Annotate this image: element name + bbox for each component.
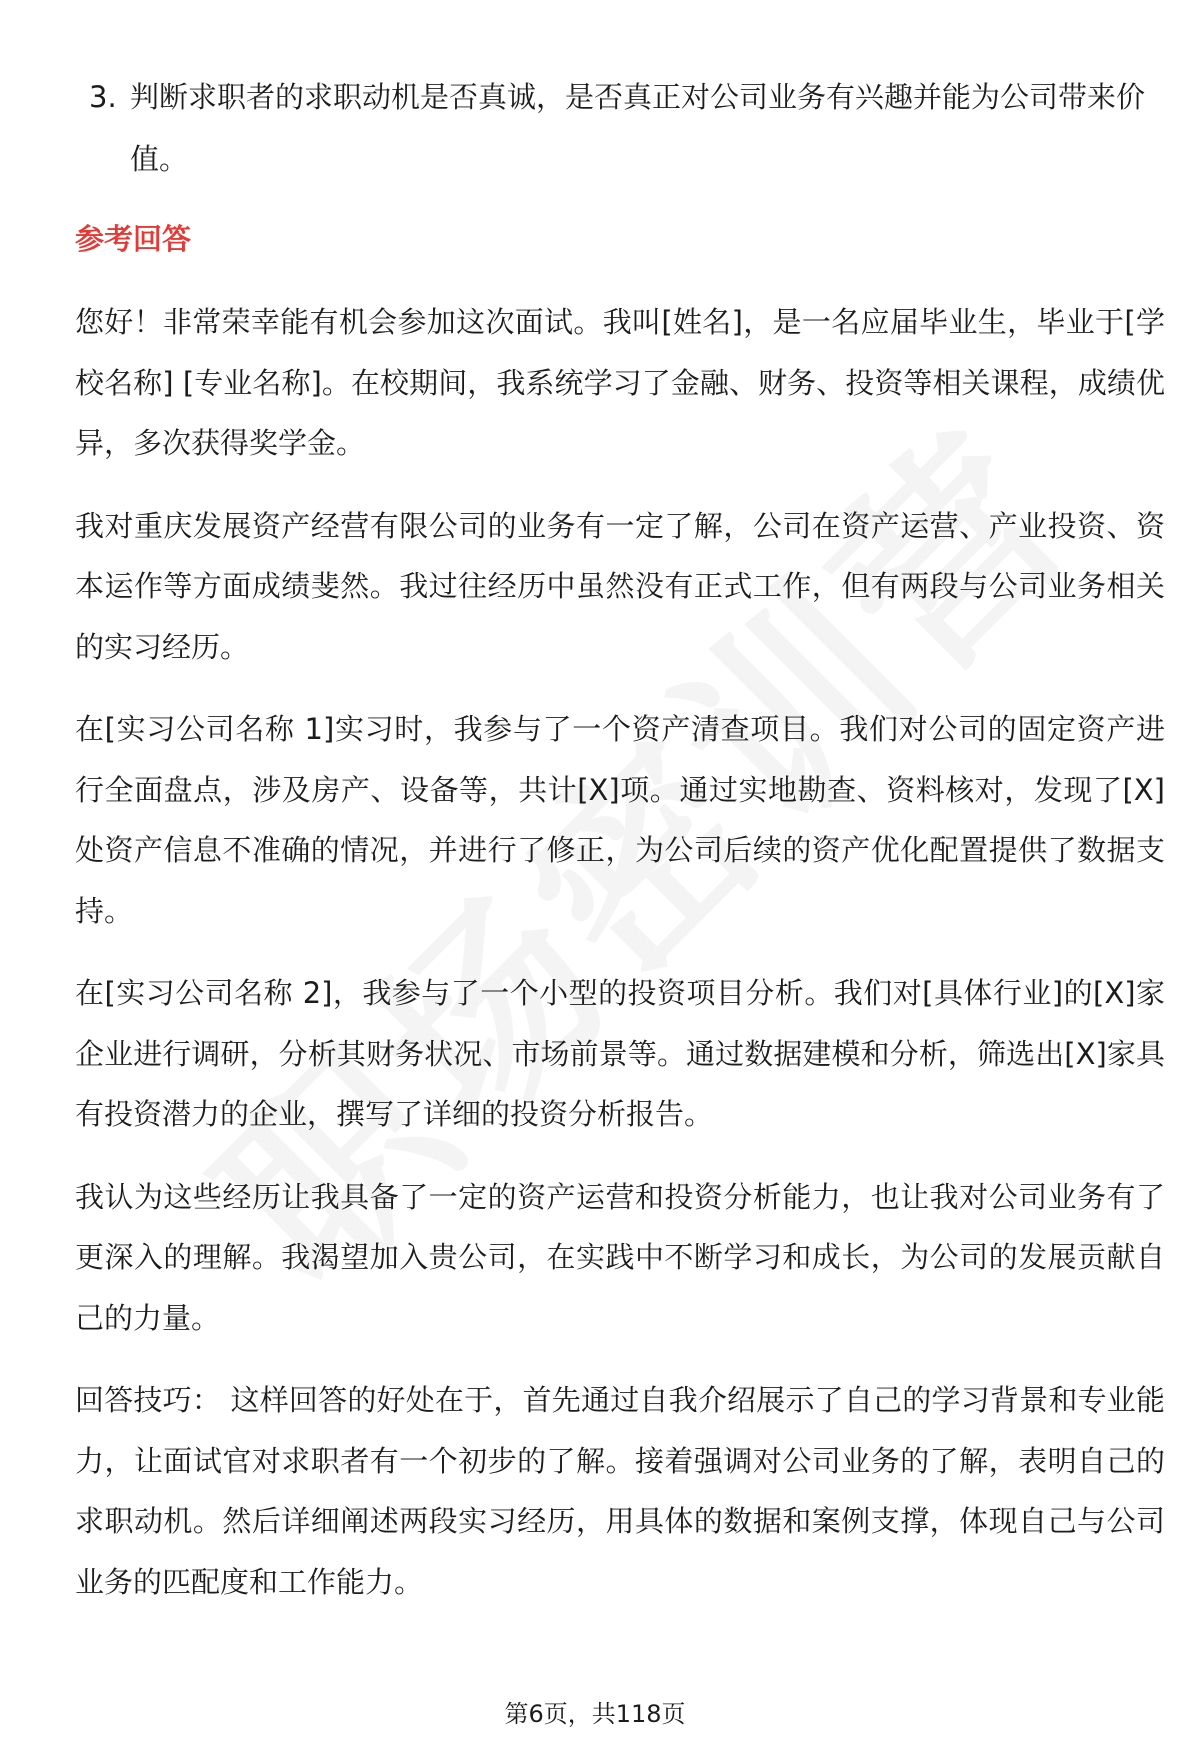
paragraph-answer-tips: 回答技巧： 这样回答的好处在于，首先通过自我介绍展示了自己的学习背景和专业能力，让面试官对求职者有一个初步的了解。接着强调对公司业务的了解，表明自己的求职动机。然后详细阐述两段实习经历，用具体的数据和案例支撑，体现自己与公司业务的匹配度和工作能力。 [75,1383,1165,1599]
page-footer: 第6页，共118页 [504,1700,686,1728]
section-title: 参考回答 [75,222,192,256]
paragraph-intro: 您好！非常荣幸能有机会参加这次面试。我叫[姓名]，是一名应届毕业生，毕业于[学校名称] [专业名称]。在校期间，我系统学习了金融、财务、投资等相关课程，成绩优异，多次获得奖学金。 [75,305,1165,460]
paragraph-internship-1: 在[实习公司名称 1]实习时，我参与了一个资产清查项目。我们对公司的固定资产进行全面盘点，涉及房产、设备等，共计[X]项。通过实地勘查、资料核对，发现了[X]处资产信息不准确的情况，并进行了修正，为公司后续的资产优化配置提供了数据支持。 [75,712,1165,928]
list-item-number: 3. [89,80,117,114]
paragraph-company-knowledge: 我对重庆发展资产经营有限公司的业务有一定了解，公司在资产运营、产业投资、资本运作等方面成绩斐然。我过往经历中虽然没有正式工作，但有两段与公司业务相关的实习经历。 [75,508,1165,664]
paragraph-conclusion: 我认为这些经历让我具备了一定的资产运营和投资分析能力，也让我对公司业务有了更深入的理解。我渴望加入贵公司，在实践中不断学习和成长，为公司的发展贡献自己的力量。 [75,1179,1165,1335]
document-body [75,66,1165,1612]
list-item-text: 判断求职者的求职动机是否真诚，是否真正对公司业务有兴趣并能为公司带来价值。 [130,80,1146,176]
paragraph-internship-2: 在[实习公司名称 2]，我参与了一个小型的投资项目分析。我们对[具体行业]的[X]家企业进行调研，分析其财务状况、市场前景等。通过数据建模和分析，筛选出[X]家具有投资潜力的企业，撰写了详细的投资分析报告。 [75,976,1165,1131]
list-item-3 [75,66,1165,190]
